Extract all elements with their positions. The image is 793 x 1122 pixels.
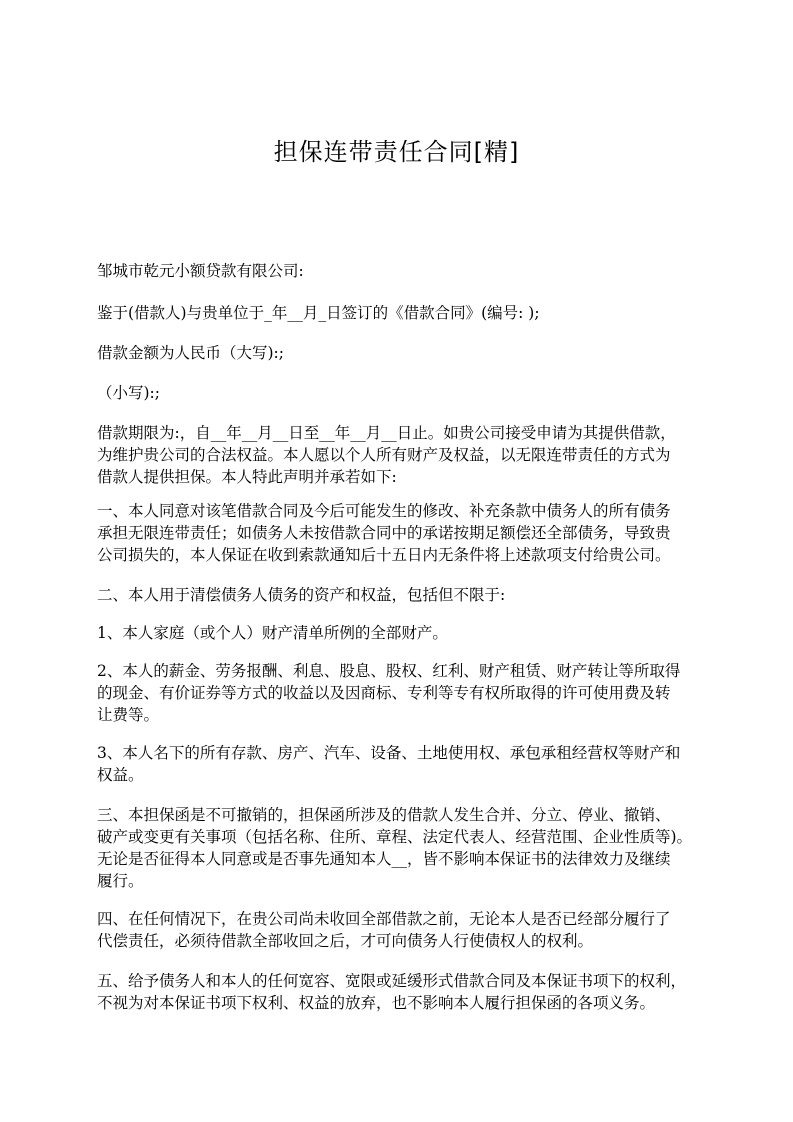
addressee — [97, 260, 707, 282]
paragraph-line: 公司损失的，本人保证在收到索款通知后十五日内无条件将上述款项支付给贵公司。 — [97, 546, 671, 564]
paragraph-line: 借款人提供担保。本人特此声明并承若如下: — [97, 468, 397, 486]
paragraph-1 — [97, 302, 707, 324]
paragraph-line: 的现金、有价证券等方式的收益以及因商标、专利等专有权所取得的许可使用费及转 — [97, 684, 671, 702]
paragraph-line: 权益。 — [97, 766, 144, 784]
paragraph-line: 借款期限为:，自__年__月__日至__年__月__日止。如贵公司接受申请为其提供借款， — [97, 424, 676, 442]
paragraph-4 — [97, 422, 707, 488]
paragraph-line: 2、本人的薪金、劳务报酬、利息、股息、股权、红利、财产租赁、财产转让等所取得 — [97, 662, 681, 680]
paragraph-line: 让费等。 — [97, 706, 160, 724]
paragraph-7 — [97, 622, 707, 644]
paragraph-line: 1、本人家庭（或个人）财产清单所例的全部财产。 — [97, 624, 448, 642]
paragraph-10 — [97, 804, 707, 892]
paragraph-line: 借款金额为人民币（大写):; — [97, 344, 284, 362]
paragraph-line: 一、本人同意对该笔借款合同及今后可能发生的修改、补充条款中债务人的所有债务 — [97, 502, 671, 520]
paragraph-line: 破产或变更有关事项（包括名称、住所、章程、法定代表人、经营范围、企业性质等)。 — [97, 828, 693, 846]
paragraph-12 — [97, 970, 707, 1014]
paragraph-11 — [97, 908, 707, 952]
addressee-line: 邹城市乾元小额贷款有限公司: — [97, 262, 304, 280]
paragraph-line: 为维护贵公司的合法权益。本人愿以个人所有财产及权益，以无限连带责任的方式为 — [97, 446, 671, 464]
paragraph-line: 鉴于(借款人)与贵单位于_年__月_日签订的《借款合同》(编号: ); — [97, 304, 540, 322]
paragraph-line: 不视为对本保证书项下权利、权益的放弃，也不影响本人履行担保函的各项义务。 — [97, 994, 656, 1012]
paragraph-3 — [97, 382, 707, 404]
paragraph-line: 代偿责任，必须待借款全部收回之后，才可向债务人行使债权人的权利。 — [97, 932, 594, 950]
paragraph-line: 承担无限连带责任；如债务人未按借款合同中的承诺按期足额偿还全部债务，导致贵 — [97, 524, 671, 542]
paragraph-6 — [97, 584, 707, 606]
paragraph-line: 五、给予债务人和本人的任何宽容、宽限或延缓形式借款合同及本保证书项下的权利， — [97, 972, 687, 990]
paragraph-line: 四、在任何情况下，在贵公司尚未收回全部借款之前，无论本人是否已经部分履行了 — [97, 910, 671, 928]
paragraph-8 — [97, 660, 707, 726]
paragraph-9 — [97, 742, 707, 786]
paragraph-2 — [97, 342, 707, 364]
paragraph-5 — [97, 500, 707, 566]
paragraph-line: 无论是否征得本人同意或是否事先通知本人__，皆不影响本保证书的法律效力及继续 — [97, 850, 671, 868]
paragraph-line: 三、本担保函是不可撤销的，担保函所涉及的借款人发生合并、分立、停业、撤销、 — [97, 806, 671, 824]
paragraph-line: 二、本人用于清偿债务人债务的资产和权益，包括但不限于: — [97, 586, 506, 604]
paragraph-line: 3、本人名下的所有存款、房产、汽车、设备、土地使用权、承包承租经营权等财产和 — [97, 744, 681, 762]
document-title: 担保连带责任合同[精] — [273, 138, 520, 166]
paragraph-line: 履行。 — [97, 872, 144, 890]
paragraph-line: （小写):; — [97, 384, 160, 402]
